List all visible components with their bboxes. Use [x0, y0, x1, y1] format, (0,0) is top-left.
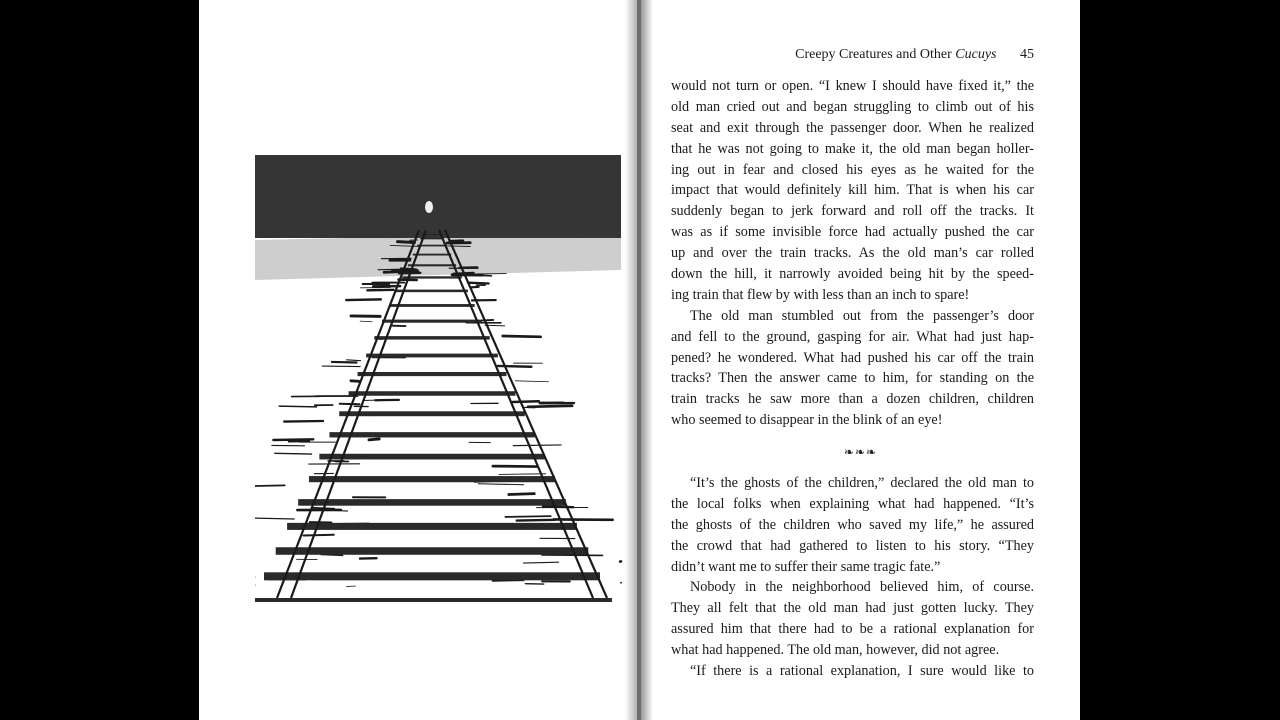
- text-line: the local folks when explaining what had happened. “It’s: [671, 495, 1034, 512]
- ground-stroke: [542, 555, 602, 556]
- rail-tie: [309, 476, 555, 482]
- rail-tie: [276, 547, 589, 555]
- ground-stroke: [503, 336, 541, 337]
- ground-stroke: [513, 401, 539, 402]
- ground-stroke: [332, 362, 357, 363]
- rail-tie: [264, 572, 600, 580]
- ground-stroke: [450, 241, 463, 242]
- rail-tie: [396, 290, 468, 293]
- ground-stroke: [478, 484, 523, 485]
- text-line: ing train that flew by with less than an inch to spare!: [671, 286, 970, 303]
- ground-stroke: [407, 271, 418, 272]
- ground-stroke: [360, 321, 372, 322]
- rail-tie: [366, 354, 498, 358]
- ground-stroke: [322, 366, 360, 367]
- text-line: what had happened. The old man, however, did not agree.: [671, 642, 1000, 659]
- running-header: [795, 47, 1034, 63]
- rail-tie: [255, 598, 612, 602]
- page-number: 45: [1020, 47, 1034, 62]
- text-line: Nobody in the neighborhood believed him, of course.: [690, 579, 1034, 596]
- left-page: [199, 0, 639, 720]
- ground-stroke: [347, 586, 356, 587]
- text-line: was as if some invisible force had actually pushed the car: [671, 224, 1034, 241]
- text-line: train tracks he saw more than a dozen children, children: [671, 391, 1034, 408]
- ground-stroke: [499, 474, 546, 475]
- ground-stroke: [517, 520, 555, 521]
- ground-stroke: [398, 242, 415, 243]
- ground-stroke: [340, 404, 360, 405]
- ground-stroke: [505, 516, 550, 517]
- rail-tie: [349, 391, 516, 396]
- text-line: pened? he wondered. What had pushed his car off the train: [671, 349, 1034, 366]
- ground-stroke: [347, 360, 361, 361]
- rail-tie: [287, 523, 577, 530]
- text-line: down the hill, it narrowly avoided being hit by the speed-: [671, 266, 1034, 283]
- text-line: who seemed to disappear in the blink of an eye!: [671, 412, 943, 429]
- scene-break-ornament: ❧❧❧: [843, 445, 878, 459]
- text-line: impact that would definitely kill him. That is when his car: [671, 182, 1034, 199]
- text-line: The old man stumbled out from the passenger’s door: [690, 307, 1034, 324]
- text-line: didn’t want me to suffer their same tragic fate.”: [671, 558, 941, 575]
- right-page: [641, 0, 1080, 720]
- text-block-upper: [671, 76, 1034, 431]
- ground-stroke: [498, 366, 532, 367]
- ground-stroke: [528, 406, 572, 407]
- text-line: ing out in fear and closed his eyes as he waited for the: [671, 161, 1034, 178]
- rail-tie: [402, 276, 462, 278]
- rail-tie: [408, 264, 456, 266]
- rail-tie: [382, 320, 482, 323]
- ground-stroke: [523, 562, 558, 563]
- text-line: They all felt that the old man had just gotten lucky. They: [671, 600, 1034, 617]
- railroad-tracks-illustration: [255, 150, 623, 602]
- text-line: “It’s the ghosts of the children,” declared the old man to: [690, 475, 1034, 491]
- ground-stroke: [304, 535, 334, 536]
- text-line: old man cried out and began struggling to climb out of his: [671, 98, 1034, 115]
- ground-stroke: [284, 421, 323, 422]
- text-line: tracks? Then the answer came to him, for standing on the: [671, 370, 1034, 387]
- text-line: “If there is a rational explanation, I sure would like to: [690, 663, 1034, 680]
- ground-stroke: [255, 485, 285, 486]
- text-block-lower: [671, 473, 1034, 682]
- running-title: Creepy Creatures and Other: [795, 47, 952, 62]
- rail-tie: [358, 372, 507, 376]
- running-title-italic: Cucuys: [955, 47, 997, 62]
- ground-stroke: [509, 494, 534, 495]
- rail-tie: [389, 304, 474, 307]
- text-line: up and over the train tracks. As the old man’s car rolled: [671, 245, 1034, 262]
- text-line: seat and exit through the passenger door. When he realized: [671, 119, 1034, 136]
- text-line: and fell to the ground, gasping for air. What had just hap-: [671, 328, 1034, 345]
- rail-tie: [329, 432, 534, 437]
- rail-tie: [298, 499, 566, 506]
- text-line: the crowd that had gathered to listen to his story. “They: [671, 537, 1034, 554]
- ground-stroke: [346, 299, 381, 300]
- ground-stroke: [515, 381, 548, 382]
- ground-stroke: [351, 381, 359, 382]
- rail-tie: [319, 454, 544, 460]
- ground-stroke: [273, 439, 313, 440]
- text-line: would not turn or open. “I knew I should have fixed it,” the: [671, 78, 1034, 94]
- ground-stroke: [369, 439, 379, 440]
- rail-tie: [339, 411, 525, 416]
- text-line: suddenly began to jerk forward and roll off the tracks. It: [671, 203, 1034, 220]
- ground-stroke: [367, 290, 393, 291]
- rail-tie: [413, 254, 451, 256]
- ground-stroke: [333, 510, 347, 511]
- ground-stroke: [474, 275, 492, 276]
- ground-stroke: [279, 406, 316, 407]
- ground-stroke: [468, 283, 488, 284]
- ground-stroke: [255, 518, 294, 519]
- rail-tie: [374, 336, 489, 339]
- text-line: assured him that there had to be a rational explanation for: [671, 621, 1034, 638]
- ground-stroke: [513, 445, 561, 446]
- ground-stroke: [275, 453, 312, 454]
- text-line: the ghosts of the children who saved my life,” he assured: [671, 516, 1034, 533]
- text-line: that he was not going to make it, the old man began holler-: [671, 140, 1034, 157]
- ground-stroke: [471, 287, 479, 288]
